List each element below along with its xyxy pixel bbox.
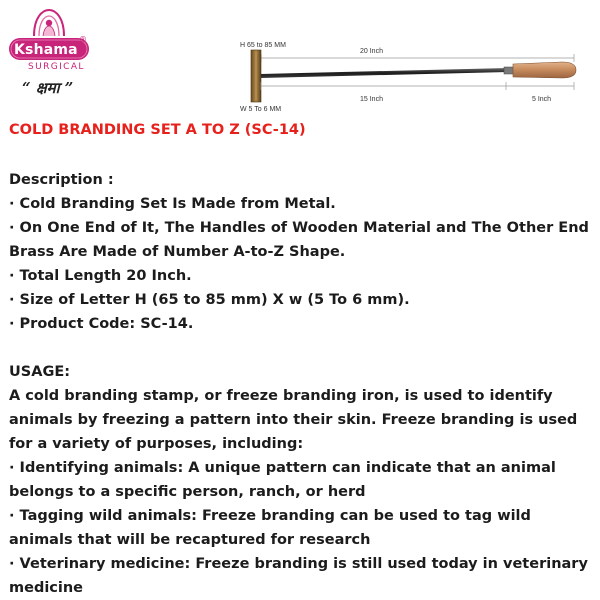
- product-description: [9, 168, 594, 600]
- usage-heading: USAGE:: [9, 364, 71, 380]
- description-item: · Cold Branding Set Is Made from Metal.: [9, 196, 336, 212]
- usage-intro: A cold branding stamp, or freeze branding iron, is used to identify animals by freezing a pattern into their skin. Freeze branding is used for a variety of purposes, including:: [9, 388, 578, 452]
- usage-item: · Identifying animals: A unique pattern can indicate that an animal belongs to a specific person, ranch, or herd: [9, 460, 556, 500]
- head-width-label: W 5 To 6 MM: [240, 106, 282, 113]
- registered-mark: ®: [79, 35, 87, 44]
- head-height-label: H 65 to 85 MM: [240, 42, 286, 49]
- logo-subtitle: SURGICAL: [28, 62, 85, 72]
- total-length-label: 20 Inch: [360, 48, 383, 55]
- usage-item: · Veterinary medicine: Freeze branding is still used today in veterinary medicine: [9, 556, 588, 596]
- branding-iron-illustration: [236, 38, 592, 116]
- handle-length-label: 5 Inch: [532, 96, 552, 103]
- logo-hindi-tagline: “ क्षमा ”: [22, 79, 74, 97]
- spacer: [9, 336, 594, 360]
- logo-wordmark: Kshama: [14, 42, 78, 58]
- description-item: · Size of Letter H (65 to 85 mm) X w (5 To 6 mm).: [9, 292, 410, 308]
- description-heading: Description :: [9, 172, 114, 188]
- description-item: · On One End of It, The Handles of Wooden Material and The Other End Brass Are Made of Number A-to-Z Shape.: [9, 220, 589, 260]
- branding-iron-drawing: [236, 38, 592, 116]
- usage-item: · Tagging wild animals: Freeze branding can be used to tag wild animals that will be recaptured for research: [9, 508, 531, 548]
- product-title: COLD BRANDING SET A TO Z (SC-14): [9, 122, 306, 138]
- description-item: · Product Code: SC-14.: [9, 316, 194, 332]
- kshama-logo: [6, 6, 92, 100]
- rod-length-label: 15 Inch: [360, 96, 383, 103]
- description-item: · Total Length 20 Inch.: [9, 268, 192, 284]
